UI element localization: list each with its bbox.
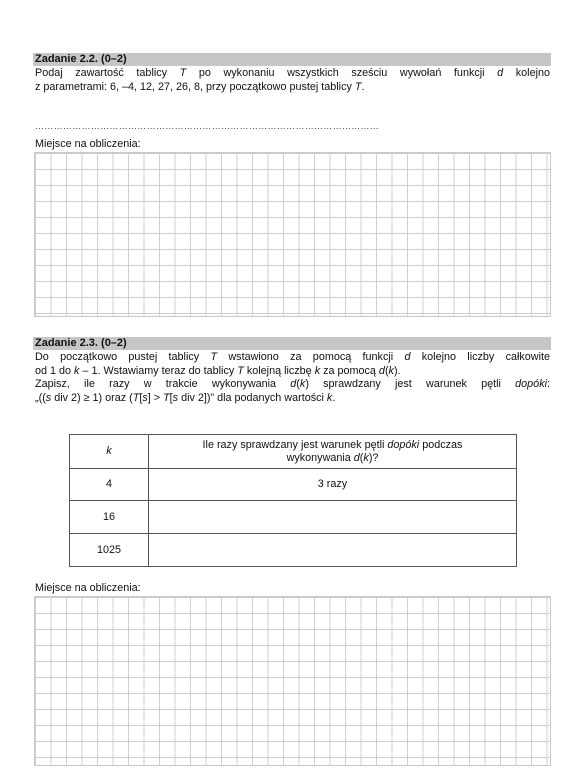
row-answer[interactable] bbox=[149, 534, 517, 567]
row-k: 4 bbox=[70, 469, 149, 501]
header-k: k bbox=[70, 435, 149, 469]
table-row bbox=[70, 501, 517, 534]
calc-grid-2-2[interactable] bbox=[34, 152, 551, 317]
task-2-2-line-2: z parametrami: 6, –4, 12, 27, 26, 8, przy początkowo pustej tablicy T. bbox=[35, 80, 365, 93]
row-k: 1025 bbox=[70, 534, 149, 567]
table-header-row bbox=[70, 435, 517, 469]
task-2-3-instruction bbox=[35, 351, 550, 405]
calc-label-2-3: Miejsce na obliczenia: bbox=[35, 582, 141, 594]
task-2-2-header: Zadanie 2.2. (0–2) bbox=[33, 53, 551, 66]
task-2-2-line-1: Podaj zawartość tablicy T po wykonaniu wszystkich sześciu wywołań funkcji d kolejno bbox=[35, 67, 550, 79]
calc-grid-2-3[interactable] bbox=[34, 596, 551, 766]
header-question: Ile razy sprawdzany jest warunek pętli dopóki podczas wykonywania d(k)? bbox=[149, 435, 517, 469]
answer-line[interactable]: ………………………………………………………………………………………………… bbox=[35, 121, 380, 131]
row-k: 16 bbox=[70, 501, 149, 534]
table-row bbox=[70, 534, 517, 567]
task-2-3-line-3: Zapisz, ile razy w trakcie wykonywania d(k) sprawdzany jest warunek pętli dopóki: bbox=[35, 378, 550, 390]
answer-table bbox=[69, 434, 517, 567]
calc-label-2-2: Miejsce na obliczenia: bbox=[35, 138, 141, 150]
task-2-3-line-2: od 1 do k – 1. Wstawiamy teraz do tablicy T kolejną liczbę k za pomocą d(k). bbox=[35, 364, 401, 377]
row-answer[interactable] bbox=[149, 501, 517, 534]
task-2-3-header: Zadanie 2.3. (0–2) bbox=[33, 337, 551, 350]
table-row bbox=[70, 469, 517, 501]
row-answer[interactable]: 3 razy bbox=[149, 469, 517, 501]
task-2-3-line-4: „((s div 2) ≥ 1) oraz (T[s] > T[s div 2])” dla podanych wartości k. bbox=[35, 391, 336, 404]
task-2-3-line-1: Do początkowo pustej tablicy T wstawiono za pomocą funkcji d kolejno liczby całkowite bbox=[35, 351, 551, 363]
task-2-2-instruction bbox=[35, 67, 550, 94]
